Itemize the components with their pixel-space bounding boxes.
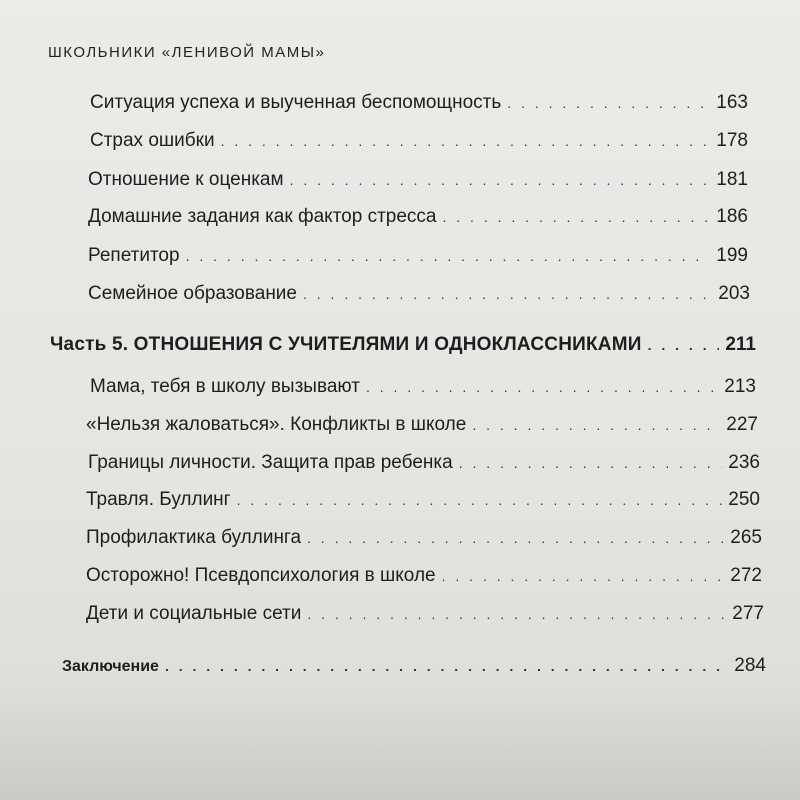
toc-leader-dots xyxy=(307,606,726,622)
toc-entry-page: 227 xyxy=(726,414,758,435)
toc-entry-title: Дети и социальные сети xyxy=(86,603,302,624)
toc-entry xyxy=(86,527,762,549)
toc-leader-dots xyxy=(221,133,711,149)
toc-entry-title: Профилактика буллинга xyxy=(86,527,302,548)
toc-entry-title: «Нельзя жаловаться». Конфликты в школе xyxy=(86,414,467,435)
toc-entry-page: 277 xyxy=(732,603,764,624)
toc-leader-dots xyxy=(648,337,720,353)
toc-part-heading xyxy=(50,334,756,356)
toc-leader-dots xyxy=(307,530,724,546)
toc-leader-dots xyxy=(442,568,725,584)
toc-entry-title: Семейное образование xyxy=(88,283,297,304)
toc-entry-page: 213 xyxy=(724,376,756,397)
toc-entry-page: 265 xyxy=(730,527,762,548)
toc-entry-page: 203 xyxy=(718,283,750,304)
toc-entry-page: 236 xyxy=(728,452,760,473)
toc-entry-page: 199 xyxy=(716,245,748,266)
running-head: ШКОЛЬНИКИ «ЛЕНИВОЙ МАМЫ» xyxy=(48,44,326,61)
toc-entry-page: 178 xyxy=(716,130,748,151)
toc-entry-page: 250 xyxy=(728,489,760,510)
toc-entry-title: Ситуация успеха и выученная беспомощность xyxy=(90,92,502,113)
toc-entry xyxy=(88,245,748,267)
toc-entry xyxy=(88,206,748,228)
toc-part-title: Часть 5. ОТНОШЕНИЯ С УЧИТЕЛЯМИ И ОДНОКЛАССНИКАМИ xyxy=(50,334,642,355)
toc-entry-title: Границы личности. Защита прав ребенка xyxy=(88,452,453,473)
toc-leader-dots xyxy=(237,492,723,508)
toc-entry-page: 163 xyxy=(716,92,748,113)
toc-entry xyxy=(86,414,758,436)
toc-entry-title: Отношение к оценкам xyxy=(88,169,284,190)
page-shadow xyxy=(0,680,800,800)
toc-entry-page: 181 xyxy=(716,169,748,190)
toc-entry-page: 186 xyxy=(716,206,748,227)
toc-leader-dots xyxy=(290,172,711,188)
toc-entry-title: Травля. Буллинг xyxy=(86,489,231,510)
toc-entry-title: Страх ошибки xyxy=(90,130,215,151)
toc-entry xyxy=(88,283,750,305)
toc-entry-title: Мама, тебя в школу вызывают xyxy=(90,376,360,397)
toc-entry xyxy=(86,565,762,587)
toc-entry xyxy=(90,130,748,152)
toc-entry xyxy=(88,169,748,191)
toc-conclusion xyxy=(62,655,766,677)
toc-entry xyxy=(86,603,764,625)
toc-entry xyxy=(90,92,748,114)
toc-entry-page: 272 xyxy=(730,565,762,586)
toc-leader-dots xyxy=(303,286,712,302)
toc-entry xyxy=(86,489,760,511)
toc-entry-title: Репетитор xyxy=(88,245,180,266)
toc-entry-title: Осторожно! Псевдопсихология в школе xyxy=(86,565,436,586)
toc-leader-dots xyxy=(443,209,711,225)
toc-entry xyxy=(90,376,756,398)
toc-leader-dots xyxy=(366,379,718,395)
toc-leader-dots xyxy=(472,417,720,433)
toc-leader-dots xyxy=(459,455,723,471)
toc-leader-dots xyxy=(507,95,710,111)
toc-entry-page: 211 xyxy=(725,334,756,355)
toc-entry-page: 284 xyxy=(734,655,766,676)
toc-entry-title: Домашние задания как фактор стресса xyxy=(88,206,437,227)
toc-entry-title: Заключение xyxy=(62,658,159,675)
toc-leader-dots xyxy=(165,658,728,674)
toc-entry xyxy=(88,452,760,474)
toc-leader-dots xyxy=(186,248,711,264)
